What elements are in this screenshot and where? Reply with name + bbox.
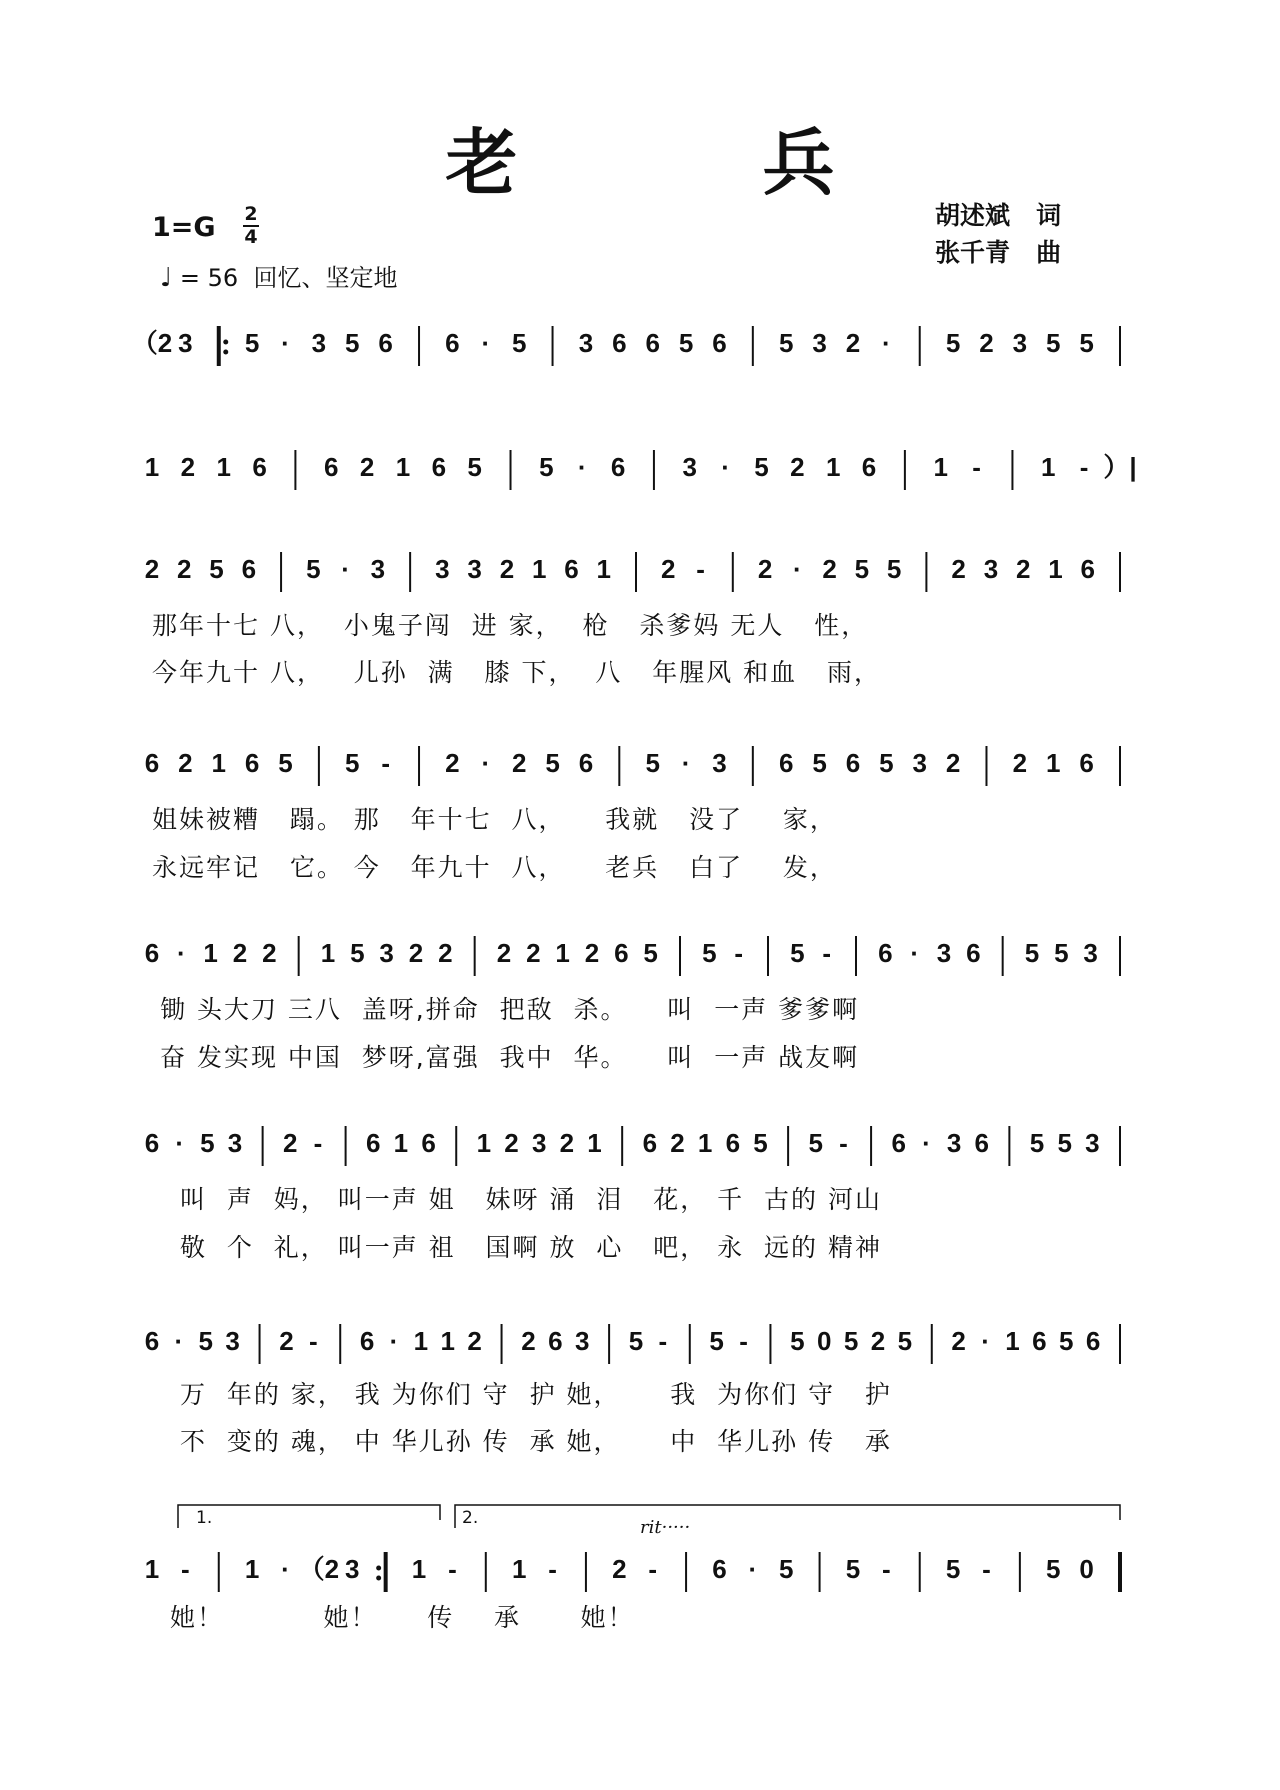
jianpu-note: 1 (440, 1326, 456, 1356)
lyric-line-3-1: 那年十七 八， 小鬼子闯 进 家， 枪 杀爹妈 无人 性， (152, 611, 869, 640)
jianpu-note: 5 (198, 1326, 214, 1356)
jianpu-note: 6 (244, 748, 260, 778)
jianpu-note: 6 (144, 938, 160, 968)
jianpu-note: 1 (144, 452, 160, 482)
jianpu-note: 5 (790, 1326, 805, 1356)
jianpu-note: 5 (702, 938, 717, 968)
jianpu-note: 5 (709, 1326, 724, 1356)
jianpu-note: （2 (131, 328, 173, 358)
jianpu-note: 5 (845, 1554, 861, 1584)
jianpu-note: （2 (298, 1554, 340, 1584)
jianpu-note: 5 (854, 554, 870, 584)
first-ending-label: 1. (196, 1508, 213, 1528)
jianpu-note: 1 (411, 1554, 427, 1584)
dash: - (1079, 452, 1089, 482)
jianpu-note: 6 (878, 938, 893, 968)
jianpu-note: 6 (144, 1326, 160, 1356)
jianpu-note: 1 (413, 1326, 429, 1356)
jianpu-note: 5 (1079, 328, 1094, 358)
jianpu-note: 5 (808, 1128, 824, 1158)
first-ending-bracket (178, 1505, 440, 1528)
jianpu-note: 1 (1046, 748, 1061, 778)
augmentation-dot: · (748, 1554, 758, 1584)
jianpu-note: 3 (345, 1554, 360, 1584)
jianpu-note: 3 (574, 1326, 590, 1356)
jianpu-note: 6 (144, 748, 160, 778)
jianpu-note: 3 (812, 328, 827, 358)
jianpu-note: 2 (408, 938, 424, 968)
jianpu-note: 1 (203, 938, 218, 968)
jianpu-note: 2 (499, 554, 515, 584)
jianpu-note: 5 (778, 1554, 794, 1584)
jianpu-note: 2 (845, 328, 861, 358)
dash: - (381, 748, 390, 778)
jianpu-note: 6 (1079, 748, 1094, 778)
jianpu-note: 5 (753, 1128, 768, 1158)
dash: - (696, 554, 705, 584)
jianpu-note: 6 (645, 328, 660, 358)
jianpu-note: 6 (642, 1128, 658, 1158)
jianpu-note: 1 (531, 554, 547, 584)
jianpu-note: 6 (974, 1128, 989, 1158)
dash: - (448, 1554, 457, 1584)
jianpu-note: 3 (936, 938, 952, 968)
jianpu-note: 2 (670, 1128, 685, 1158)
dash: - (822, 938, 832, 968)
dash: - (734, 938, 744, 968)
composer-credit: 张千青 曲 (935, 238, 1062, 267)
jianpu-note: 2 (504, 1128, 519, 1158)
jianpu-note: 6 (612, 328, 627, 358)
jianpu-note: 1 (393, 1128, 409, 1158)
jianpu-note: 2 (511, 748, 527, 778)
jianpu-note: 6 (614, 938, 629, 968)
jianpu-note: 1 (511, 1554, 527, 1584)
jianpu-note: 3 (227, 1128, 243, 1158)
repeat-dot (376, 1566, 381, 1571)
jianpu-note: 2 (559, 1128, 575, 1158)
jianpu-note: 2 (445, 748, 460, 778)
jianpu-note: 2 (612, 1554, 627, 1584)
jianpu-note: 5 (645, 748, 660, 778)
jianpu-note: ）| (1103, 452, 1137, 482)
jianpu-note: 5 (879, 748, 894, 778)
lyric-line-4-1: 姐妹被糟 蹋。 那 年十七 八， 我就 没了 家， (152, 805, 837, 834)
jianpu-note: 5 (1029, 1128, 1045, 1158)
jianpu-note: 1 (697, 1128, 713, 1158)
dash: - (982, 1554, 991, 1584)
jianpu-note: 2 (661, 554, 676, 584)
jianpu-note: 1 (1048, 554, 1063, 584)
jianpu-note: 5 (1054, 938, 1069, 968)
jianpu-note: 1 (587, 1128, 602, 1158)
jianpu-note: 2 (232, 938, 248, 968)
jianpu-note: 6 (845, 748, 861, 778)
jianpu-note: 5 (790, 938, 805, 968)
jianpu-note: 5 (511, 328, 527, 358)
jianpu-note: 5 (628, 1326, 644, 1356)
time-signature-top: 2 (244, 203, 258, 225)
time-signature-bottom: 4 (244, 226, 258, 248)
jianpu-note: 2 (1015, 554, 1031, 584)
jianpu-note: 3 (225, 1326, 240, 1356)
jianpu-note: 5 (200, 1128, 215, 1158)
jianpu-note: 2 (180, 452, 196, 482)
jianpu-note: 6 (359, 1326, 375, 1356)
jianpu-note: 6 (252, 452, 267, 482)
lyric-line-7-1: 万 年的 家， 我 为你们 守 护 她， 我 为你们 守 护 (180, 1380, 892, 1409)
jianpu-note: 2 (584, 938, 600, 968)
jianpu-note: 5 (345, 748, 360, 778)
jianpu-note: 2 (870, 1326, 886, 1356)
jianpu-note: 6 (378, 328, 393, 358)
lyric-line-8-1: 她！ 她！ 传 承 她！ (170, 1603, 635, 1632)
jianpu-note: 1 (395, 452, 411, 482)
augmentation-dot: · (910, 938, 920, 968)
jianpu-note: 2 (359, 452, 375, 482)
jianpu-note: 2 (279, 1326, 294, 1356)
augmentation-dot: · (981, 1326, 990, 1356)
quarter-note-icon: ♩ (160, 263, 173, 293)
jianpu-note: 6 (578, 748, 594, 778)
lyric-line-5-1: 锄 头大刀 三八 盖呀,拼命 把敌 杀。 叫 一声 爹爹啊 (160, 995, 860, 1024)
jianpu-note: 5 (350, 938, 365, 968)
jianpu-note: 2 (1012, 748, 1028, 778)
jianpu-note: 6 (725, 1128, 741, 1158)
second-ending-bracket (455, 1505, 1120, 1528)
jianpu-note: 6 (241, 554, 257, 584)
dash: - (308, 1326, 318, 1356)
jianpu-note: 1 (555, 938, 570, 968)
jianpu-note: 2 (945, 748, 961, 778)
jianpu-note: 0 (816, 1326, 832, 1356)
jianpu-note: 2 (822, 554, 837, 584)
jianpu-note: 2 (951, 1326, 966, 1356)
jianpu-note: 5 (545, 748, 560, 778)
jianpu-note: 5 (886, 554, 902, 584)
jianpu-note: 6 (712, 1554, 727, 1584)
ritardando-marking: rit····· (640, 1517, 691, 1538)
lyric-line-5-2: 奋 发实现 中国 梦呀,富强 我中 华。 叫 一声 战友啊 (160, 1043, 860, 1072)
jianpu-note: 5 (843, 1326, 859, 1356)
jianpu-note: 6 (366, 1128, 381, 1158)
dash: - (181, 1554, 190, 1584)
jianpu-note: 2 (790, 452, 805, 482)
dash: - (882, 1554, 891, 1584)
jianpu-note: 6 (861, 452, 877, 482)
tempo-value: = 56 (179, 264, 239, 292)
jianpu-note: 2 (951, 554, 966, 584)
jianpu-note: 5 (643, 938, 658, 968)
key-signature: 1=G (152, 212, 216, 243)
augmentation-dot: · (389, 1326, 399, 1356)
jianpu-note: 6 (324, 452, 339, 482)
augmentation-dot: · (792, 554, 802, 584)
jianpu-note: 5 (209, 554, 224, 584)
jianpu-note: 3 (1085, 1128, 1100, 1158)
repeat-dot (223, 350, 228, 355)
jianpu-note: 5 (539, 452, 554, 482)
repeat-dot (376, 1576, 381, 1581)
jianpu-note: 3 (379, 938, 394, 968)
jianpu-note: 5 (1058, 1326, 1074, 1356)
jianpu-note: 5 (1046, 1554, 1061, 1584)
dash: - (739, 1326, 748, 1356)
jianpu-note: 2 (979, 328, 994, 358)
jianpu-note: 3 (578, 328, 594, 358)
jianpu-note: 2 (178, 748, 193, 778)
jianpu-note: 1 (320, 938, 336, 968)
jianpu-note: 3 (467, 554, 482, 584)
jianpu-note: 2 (283, 1128, 298, 1158)
jianpu-note: 5 (812, 748, 827, 778)
jianpu-note: 2 (438, 938, 453, 968)
dash: - (972, 452, 981, 482)
lyric-line-6-1: 叫 声 妈， 叫一声 姐 妹呀 涌 泪 花， 千 古的 河山 (180, 1185, 882, 1214)
jianpu-note: 5 (1024, 938, 1040, 968)
jianpu-note: 1 (476, 1128, 492, 1158)
dash: - (839, 1128, 848, 1158)
jianpu-note: 3 (531, 1128, 547, 1158)
jianpu-note: 5 (467, 452, 482, 482)
augmentation-dot: · (481, 748, 491, 778)
jianpu-note: 6 (421, 1128, 436, 1158)
dash: - (548, 1554, 557, 1584)
jianpu-note: 1 (1041, 452, 1056, 482)
jianpu-note: 1 (211, 748, 226, 778)
jianpu-note: 3 (682, 452, 698, 482)
jianpu-note: 0 (1079, 1554, 1094, 1584)
jianpu-note: 1 (596, 554, 611, 584)
augmentation-dot: · (174, 1326, 184, 1356)
jianpu-note: 3 (435, 554, 450, 584)
jianpu-note: 1 (216, 452, 231, 482)
jianpu-note: 6 (431, 452, 447, 482)
jianpu-note: 3 (370, 554, 386, 584)
jianpu-note: 2 (521, 1326, 536, 1356)
augmentation-dot: · (721, 452, 730, 482)
augmentation-dot: · (281, 328, 290, 358)
jianpu-note: 3 (912, 748, 927, 778)
jianpu-note: 6 (144, 1128, 160, 1158)
jianpu-note: 3 (712, 748, 727, 778)
jianpu-note: 1 (244, 1554, 260, 1584)
jianpu-note: 6 (891, 1128, 906, 1158)
jianpu-note: 2 (526, 938, 541, 968)
jianpu-note: 5 (945, 1554, 961, 1584)
augmentation-dot: · (481, 328, 491, 358)
augmentation-dot: · (341, 554, 350, 584)
jianpu-note: 3 (1083, 938, 1098, 968)
augmentation-dot: · (882, 328, 891, 358)
augmentation-dot: · (577, 452, 587, 482)
jianpu-note: 6 (1080, 554, 1095, 584)
dash: - (658, 1326, 668, 1356)
jianpu-note: 6 (966, 938, 981, 968)
jianpu-note: 1 (144, 1554, 160, 1584)
jianpu-note: 6 (712, 328, 727, 358)
jianpu-note: 1 (1005, 1326, 1020, 1356)
jianpu-note: 2 (262, 938, 277, 968)
jianpu-note: 2 (144, 554, 160, 584)
jianpu-note: 3 (178, 328, 193, 358)
jianpu-note: 1 (825, 452, 841, 482)
jianpu-note: 5 (244, 328, 260, 358)
lyric-line-3-2: 今年九十 八， 儿孙 满 膝 下， 八 年腥风 和血 雨， (152, 658, 881, 687)
jianpu-note: 2 (177, 554, 192, 584)
augmentation-dot: · (281, 1554, 290, 1584)
jianpu-note: 5 (754, 452, 769, 482)
jianpu-note: 1 (933, 452, 948, 482)
lyric-line-4-2: 永远牢记 它。 今 年九十 八， 老兵 白了 发， (152, 853, 837, 882)
jianpu-note: 5 (278, 748, 293, 778)
jianpu-note: 6 (1085, 1326, 1101, 1356)
jianpu-note: 5 (945, 328, 961, 358)
jianpu-note: 5 (306, 554, 321, 584)
jianpu-note: 6 (610, 452, 626, 482)
augmentation-dot: · (681, 748, 691, 778)
jianpu-note: 6 (564, 554, 579, 584)
jianpu-note: 5 (897, 1326, 913, 1356)
jianpu-note: 5 (1057, 1128, 1072, 1158)
lyric-line-6-2: 敬 个 礼， 叫一声 祖 国啊 放 心 吧， 永 远的 精神 (180, 1233, 882, 1262)
jianpu-note: 6 (445, 328, 460, 358)
lyric-line-7-2: 不 变的 魂， 中 华儿孙 传 承 她， 中 华儿孙 传 承 (180, 1427, 892, 1456)
jianpu-note: 3 (311, 328, 327, 358)
jianpu-note: 5 (678, 328, 694, 358)
repeat-dot (223, 340, 228, 345)
augmentation-dot: · (922, 1128, 931, 1158)
jianpu-note: 2 (757, 554, 773, 584)
jianpu-note: 5 (345, 328, 360, 358)
jianpu-note: 2 (496, 938, 512, 968)
lyricist-credit: 胡述斌 词 (935, 201, 1062, 230)
dash: - (313, 1128, 323, 1158)
jianpu-note: 6 (1032, 1326, 1047, 1356)
song-title: 老 兵 (445, 121, 945, 205)
jianpu-note: 2 (467, 1326, 482, 1356)
jianpu-note: 3 (983, 554, 999, 584)
second-ending-label: 2. (462, 1508, 479, 1528)
jianpu-note: 5 (778, 328, 794, 358)
dash: - (648, 1554, 658, 1584)
augmentation-dot: · (176, 938, 186, 968)
tempo-expression: 回忆、坚定地 (253, 264, 398, 292)
jianpu-note: 5 (1046, 328, 1061, 358)
jianpu-note: 6 (548, 1326, 563, 1356)
jianpu-note: 3 (1012, 328, 1028, 358)
jianpu-note: 3 (946, 1128, 962, 1158)
jianpu-note: 6 (778, 748, 794, 778)
augmentation-dot: · (175, 1128, 184, 1158)
